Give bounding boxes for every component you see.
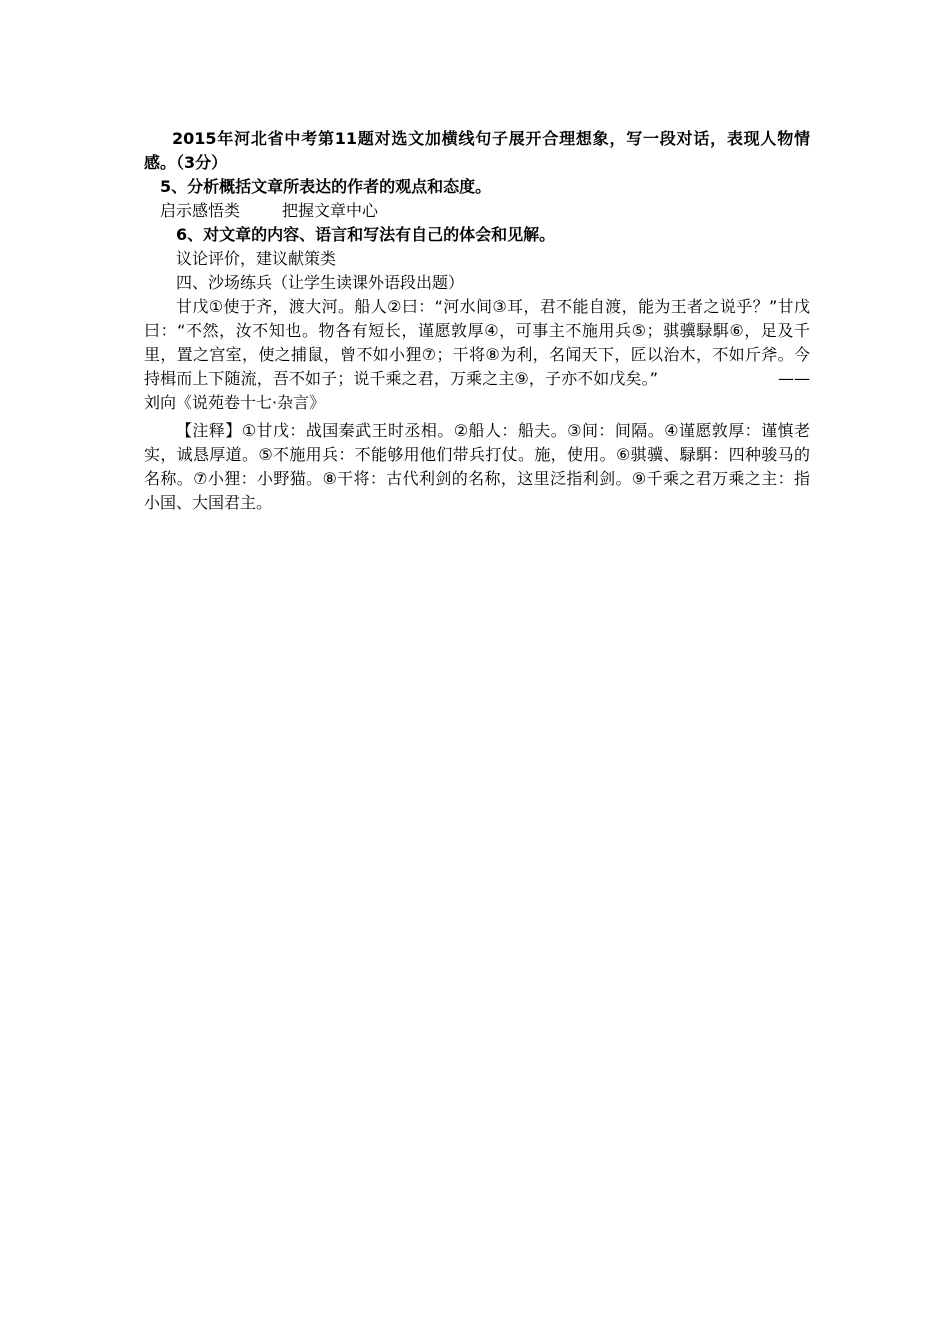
question-4-text — [144, 127, 810, 175]
question-6-text: 6、对文章的内容、语言和写法有自己的体会和见解。 — [176, 225, 556, 244]
passage-source: ——刘向《说苑卷十七·杂言》 — [144, 369, 810, 412]
category-a-description: 把握文章中心 — [282, 201, 379, 220]
notes-paragraph: 【注释】①甘戊：战国秦武王时丞相。②船人：船夫。③间：间隔。④谨愿敦厚：谨慎老实，诚恳厚道。⑤不施用兵：不能够用他们带兵打仗。施，使用。⑥骐骥、騄駬：四种骏马的名称。⑦小狸：小野猫。⑧干将：古代利剑的名称，这里泛指利剑。⑨千乘之君万乘之主：指小国、大国君主。 — [144, 421, 810, 512]
passage-text: 甘戊①使于齐，渡大河。船人②曰：“河水间③耳，君不能自渡，能为王者之说乎？”甘戊曰：“不然，汝不知也。物各有短长，谨愿敦厚④，可事主不施用兵⑤；骐骥騄駬⑥，足及千里，置之宫室，使之捕鼠，曾不如小狸⑦；干将⑧为利，名闻天下，匠以治木，不如斤斧。今持楫而上下随流，吾不如子；说千乘之君，万乘之主⑨，子亦不如戊矣。” — [144, 297, 810, 388]
question-4-line: 2015年河北省中考第11题对选文加横线句子展开合理想象，写一段对话，表现人物情感。（3分） — [144, 129, 810, 172]
category-a-label: 启示感悟类 — [160, 201, 241, 220]
section-4-title: 四、沙场练兵（让学生读课外语段出题） — [176, 273, 465, 292]
document-content — [144, 127, 810, 515]
question-5-text: 5、分析概括文章所表达的作者的观点和态度。 — [160, 177, 492, 196]
passage-body — [144, 295, 810, 415]
category-b-label: 议论评价，建议献策类 — [176, 249, 337, 268]
category-a-line — [144, 199, 810, 223]
